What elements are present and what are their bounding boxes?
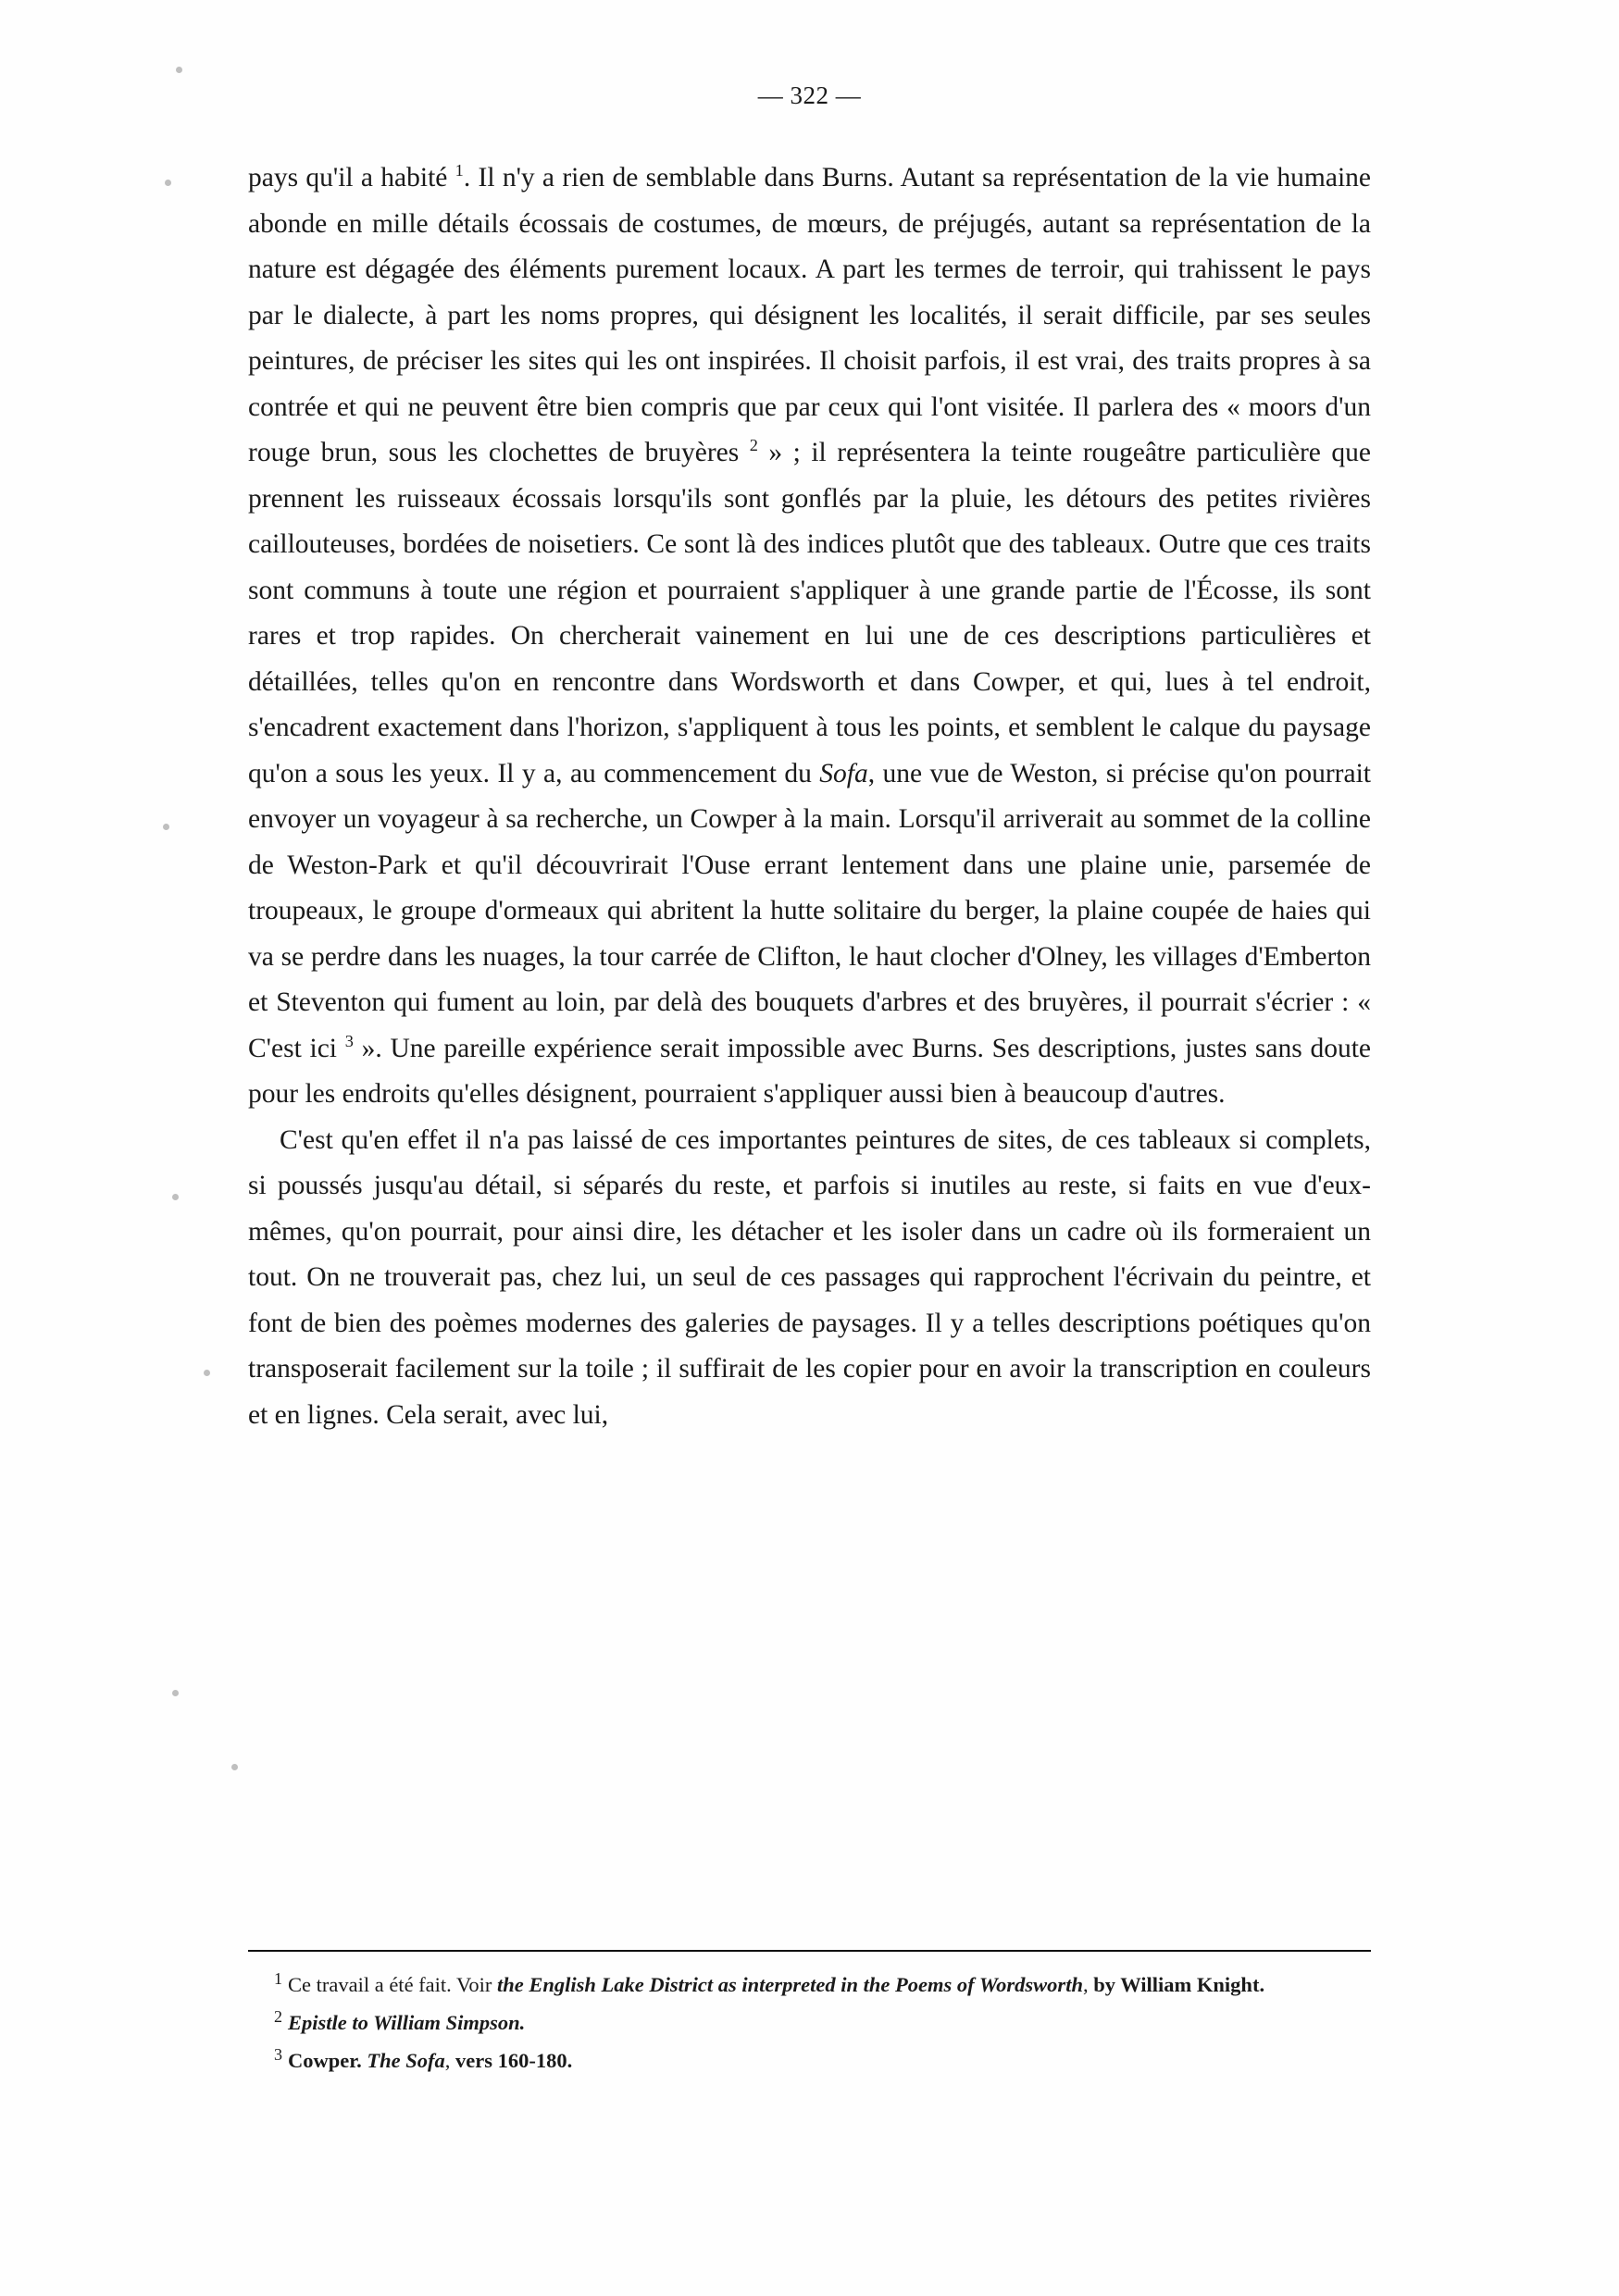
paragraph: C'est qu'en effet il n'a pas laissé de ces importantes peintures de sites, de ces tableaux si complets, si poussés jusqu'au détail, si séparés du reste, et parfois si inutiles au reste, si faits en vue d'eux-mêmes, qu'on pourrait, pour ainsi dire, les détacher et les isoler dans un cadre où ils formeraient un tout. On ne trouverait pas, chez lui, un seul de ces passages qui rapprochent l'écrivain du peintre, et font de bien des poèmes modernes des galeries de paysages. Il y a telles descriptions poétiques qu'on transposerait facilement sur la toile ; il suffirait de les copier pour en avoir la transcription en couleurs et en lignes. Cela serait, avec lui, <box>248 1124 1371 1430</box>
page-speck <box>172 1194 179 1200</box>
footnote-marker: 1 <box>274 1968 282 1988</box>
footnote-text: Cowper. The Sofa, vers 160-180. <box>288 2049 573 2072</box>
body-text <box>248 155 1371 1438</box>
page-speck <box>165 180 171 186</box>
page-speck <box>172 1690 179 1696</box>
page-speck <box>204 1370 210 1376</box>
page-speck <box>176 67 182 73</box>
footnote-text: Epistle to William Simpson. <box>288 2011 526 2034</box>
paragraph: pays qu'il a habité $^1$. Il n'y a rien de semblable dans Burns. Autant sa représentation de la vie humaine abonde en mille détails écossais de costumes, de mœurs, de préjugés, autant sa représentation de la nature est dégagée des éléments purement locaux. A part les termes de terroir, qui trahissent le pays par le dialecte, à part les noms propres, qui désignent les localités, il serait difficile, par ses seules peintures, de préciser les sites qui les ont inspirées. Il choisit parfois, il est vrai, des traits propres à sa contrée et qui ne peuvent être bien compris que par ceux qui l'ont visitée. Il parlera des « moors d'un rouge brun, sous les clochettes de bruyères $^2$ » ; il représentera la teinte rougeâtre particulière que prennent les ruisseaux écossais lorsqu'ils sont gonflés par la pluie, les détours des petites rivières caillouteuses, bordées de noisetiers. Ce sont là des indices plutôt que des tableaux. Outre que ces traits sont communs à toute une région et pourraient s'appliquer à une grande partie de l'Écosse, ils sont rares et trop rapides. On chercherait vainement en lui une de ces descriptions particulières et détaillées, telles qu'on en rencontre dans Wordsworth et dans Cowper, et qui, lues à tel endroit, s'encadrent exactement dans l'horizon, s'appliquent à tous les points, et semblent le calque du paysage qu'on a sous les yeux. Il y a, au commencement du Sofa, une vue de Weston, si précise qu'on pourrait envoyer un voyageur à sa recherche, un Cowper à la main. Lorsqu'il arriverait au sommet de la colline de Weston-Park et qu'il découvrirait l'Ouse errant lentement dans une plaine unie, parsemée de troupeaux, le groupe d'ormeaux qui abritent la hutte solitaire du berger, la plaine coupée de haies qui va se perdre dans les nuages, la tour carrée de Clifton, le haut clocher d'Olney, les villages d'Emberton et Steventon qui fument au loin, par delà des bouquets d'arbres et des bruyères, il pourrait s'écrier : « C'est ici $^3$ ». Une pareille expérience serait impossible avec Burns. Ses descriptions, justes sans doute pour les endroits qu'elles désignent, pourraient s'appliquer aussi bien à beaucoup d'autres. <box>248 161 1372 1109</box>
footnote-item <box>248 2007 1371 2038</box>
footnote-separator <box>248 1950 1371 1952</box>
footnote-section <box>248 1969 1371 2083</box>
page-number: — 322 — <box>757 81 862 109</box>
footnote-item <box>248 2045 1371 2076</box>
footnote-item <box>248 1969 1371 2000</box>
footnote-marker: 3 <box>274 2044 282 2064</box>
footnote-text: Ce travail a été fait. Voir the English Lake District as interpreted in the Poems of Wordsworth, by William Knight. <box>288 1973 1265 1996</box>
page-speck <box>231 1764 238 1770</box>
page-speck <box>163 824 169 830</box>
footnote-marker: 2 <box>274 2006 282 2026</box>
